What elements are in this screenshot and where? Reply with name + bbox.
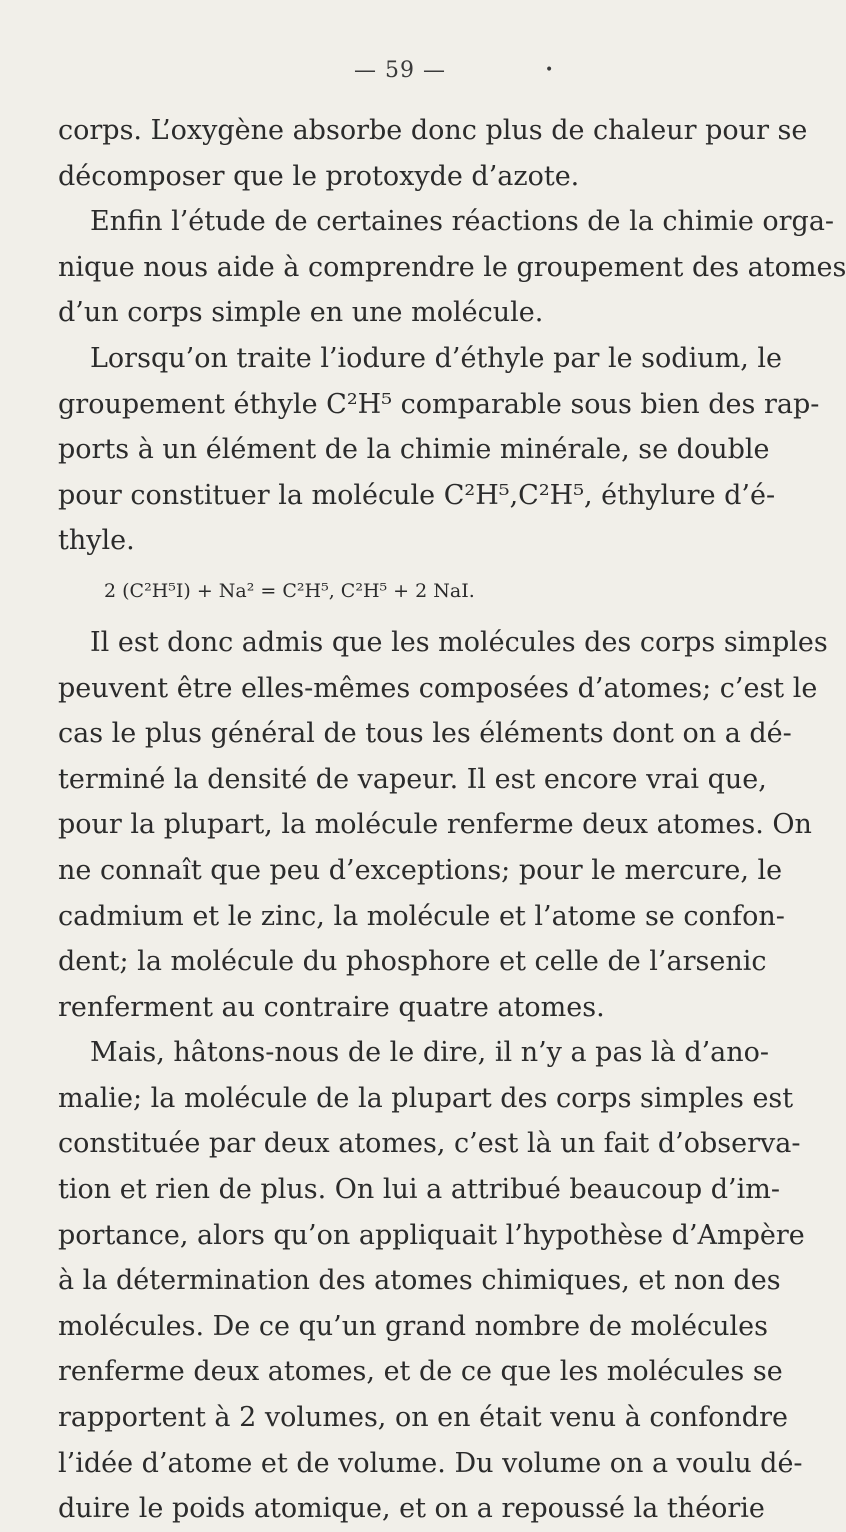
printer-mark: • [545,62,555,78]
text-line: à la détermination des atomes chimiques, et non des [58,1265,781,1297]
page-number: — 59 — [354,58,446,83]
text-line: renferme deux atomes, et de ce que les molécules se [58,1356,783,1388]
text-line: peuvent être elles-mêmes composées d’atomes; c’est le [58,672,818,704]
text-line: renferment au contraire quatre atomes. [58,991,605,1023]
text-line: malie; la molécule de la plupart des corps simples est [58,1082,794,1114]
page-body [58,108,846,1532]
text-line: décomposer que le protoxyde d’azote. [58,160,580,192]
text-line: Lorsqu’on traite l’iodure d’éthyle par le sodium, le [90,342,782,374]
text-line: duire le poids atomique, et on a repoussé la théorie [58,1493,765,1525]
text-line: nique nous aide à comprendre le groupement des atomes [58,251,846,283]
text-line: groupement éthyle C²H⁵ comparable sous bien des rap- [58,388,820,420]
text-line: constituée par deux atomes, c’est là un fait d’observa- [58,1128,801,1160]
page-header [0,58,800,83]
text-line: l’idée d’atome et de volume. Du volume on a voulu dé- [58,1447,803,1479]
text-line: cas le plus général de tous les éléments dont on a dé- [58,718,792,750]
text-line: ports à un élément de la chimie minérale, se double [58,434,770,466]
text-line: portance, alors qu’on appliquait l’hypothèse d’Ampère [58,1219,805,1251]
text-line: Mais, hâtons-nous de le dire, il n’y a pas là d’ano- [90,1037,770,1069]
text-line: rapportent à 2 volumes, on en était venu à confondre [58,1402,788,1434]
text-line: ne connaît que peu d’exceptions; pour le mercure, le [58,854,783,886]
text-line: tion et rien de plus. On lui a attribué beaucoup d’im- [58,1174,780,1206]
text-line: dent; la molécule du phosphore et celle de l’arsenic [58,946,767,978]
text-line: Enfin l’étude de certaines réactions de la chimie orga- [90,206,835,238]
text-line: pour la plupart, la molécule renferme deux atomes. On [58,809,812,841]
text-line: d’un corps simple en une molécule. [58,297,544,329]
chemical-equation: 2 (C²H⁵I) + Na² = C²H⁵, C²H⁵ + 2 NaI. [104,579,475,602]
text-line: pour constituer la molécule C²H⁵,C²H⁵, éthylure d’é- [58,479,776,511]
text-line: Il est donc admis que les molécules des corps simples [90,626,828,658]
text-line: terminé la densité de vapeur. Il est encore vrai que, [58,763,767,795]
text-line: cadmium et le zinc, la molécule et l’atome se confon- [58,900,785,932]
text-line: corps. L’oxygène absorbe donc plus de chaleur pour se [58,115,808,146]
text-line: molécules. De ce qu’un grand nombre de molécules [58,1310,768,1342]
text-line: thyle. [58,525,135,557]
